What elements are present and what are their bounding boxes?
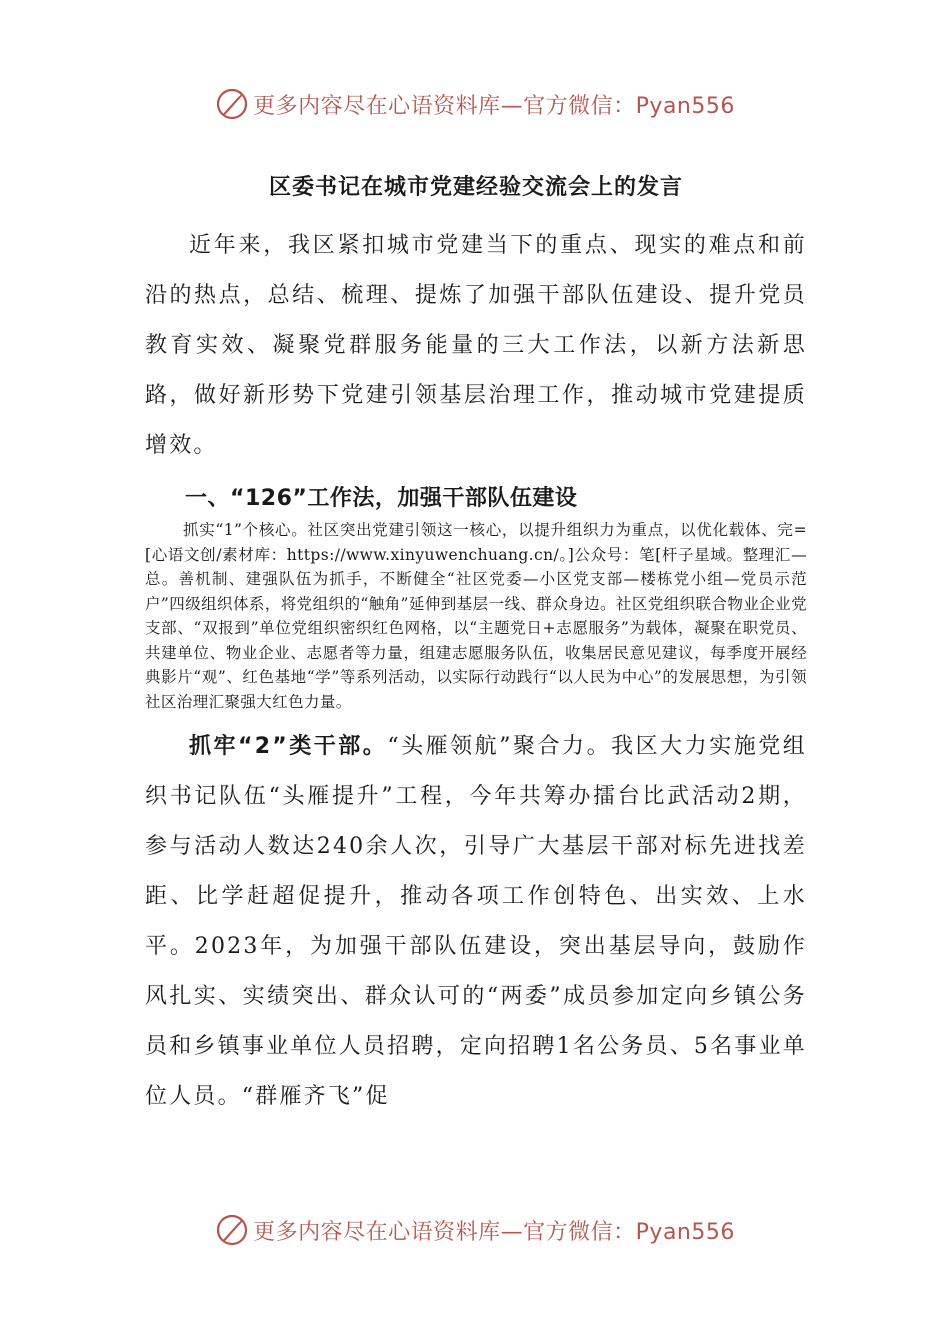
wechat-id: Pyan556: [635, 93, 735, 119]
wechat-id: Pyan556: [635, 1219, 735, 1245]
section-paragraph: [145, 722, 807, 1122]
quill-pen-logo-icon: [215, 1213, 249, 1247]
paragraph-lead: 抓牢“2”类干部。: [189, 734, 388, 759]
document-body: [145, 170, 807, 1122]
section-small-paragraph: 抓实“1”个核心。社区突出党建引领这一核心，以提升组织力为重点，以优化载体、完=[心语文创/素材库：https://www.xinyuwenchuang.cn/。]公众号：笔[杆子星域。整理汇—总。善机制、建强队伍为抓手，不断健全“社区党委—小区党支部—楼栋党小组—党员示范户”四级组织体系，将党组织的“触角”延伸到基层一线、群众身边。社区党组织联合物业企业党支部、“双报到”单位党组织密织红色网格，以“主题党日+志愿服务”为载体，凝聚在职党员、共建单位、物业企业、志愿者等力量，组建志愿服务队伍，收集居民意见建议，每季度开展经典影片“观”、红色基地“学”等系列活动，以实际行动践行“以人民为中心”的发展思想，为引领社区治理汇聚强大红色力量。: [145, 521, 807, 711]
header-banner-text: 更多内容尽在心语资料库—官方微信：Pyan556: [253, 93, 735, 119]
section-heading: 一、“126”工作法，加强干部队伍建设: [185, 486, 578, 511]
paragraph-body: “头雁领航”聚合力。我区大力实施党组织书记队伍“头雁提升”工程，今年共筹办擂台比武活动2期，参与活动人数达240余人次，引导广大基层干部对标先进找差距、比学赶超促提升，推动各项工作创特色、出实效、上水平。2023年，为加强干部队伍建设，突出基层导向，鼓励作风扎实、实绩突出、群众认可的“两委”成员参加定向乡镇公务员和乡镇事业单位人员招聘，定向招聘1名公务员、5名事业单位人员。“群雁齐飞”促: [145, 734, 807, 1109]
footer-banner-text: 更多内容尽在心语资料库—官方微信：Pyan556: [253, 1219, 735, 1245]
quill-pen-logo-icon: [215, 87, 249, 121]
header-banner: [0, 84, 950, 124]
footer-banner: [0, 1210, 950, 1250]
document-title: 区委书记在城市党建经验交流会上的发言: [268, 175, 683, 200]
intro-paragraph: 近年来，我区紧扣城市党建当下的重点、现实的难点和前沿的热点，总结、梳理、提炼了加强干部队伍建设、提升党员教育实效、凝聚党群服务能量的三大工作法，以新方法新思路，做好新形势下党建引领基层治理工作，推动城市党建提质增效。: [145, 233, 807, 458]
